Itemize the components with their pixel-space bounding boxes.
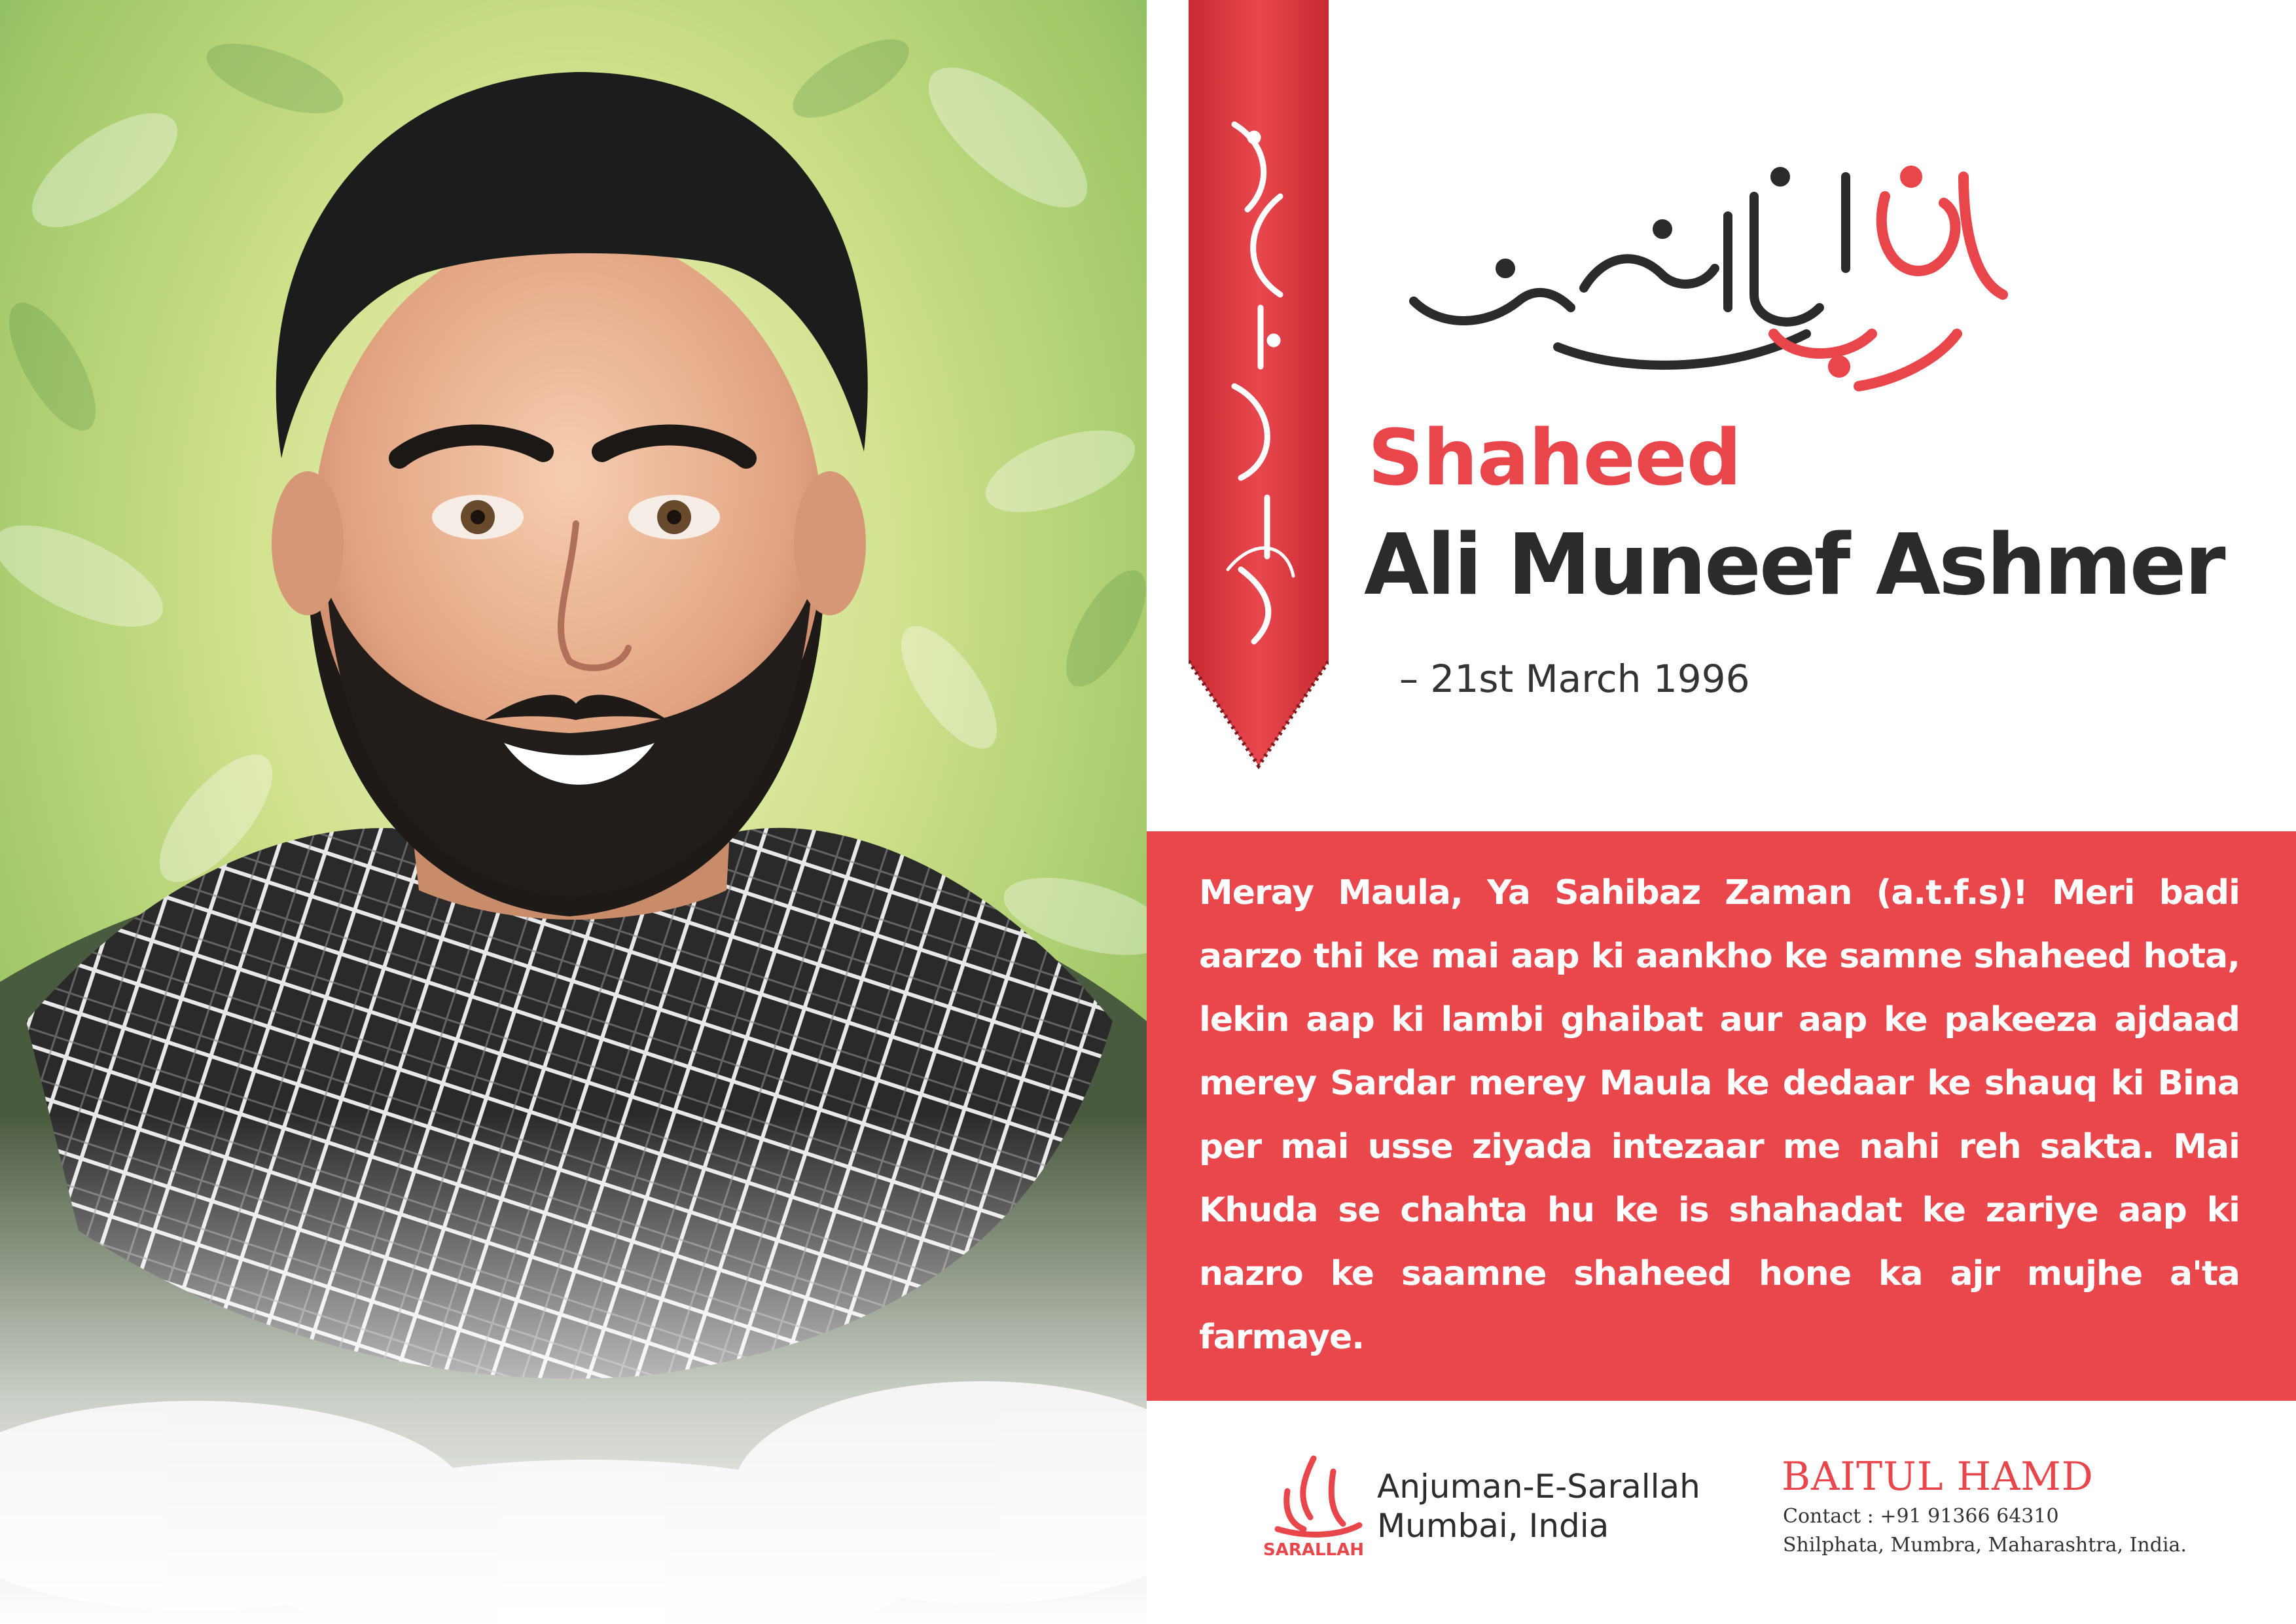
organization-name: Anjuman-E-Sarallah [1377, 1468, 1700, 1506]
martyr-name: Ali Muneef Ashmer [1364, 516, 2224, 614]
logo-wordmark: SARALLAH [1263, 1540, 1365, 1560]
quote-text: Meray Maula, Ya Sahibaz Zaman (a.t.f.s)! Meri badi aarzo thi ke mai aap ki aankho ke samne shaheed hota, lekin aap ki lambi ghaibat aur aap ke pakeeza ajdaad merey Sardar merey Maula ke dedaar ke shauq ki Bina per mai usse ziyada intezaar me nahi reh sakta. Mai Khuda se chahta hu ke is shahadat ke zariye aap ki nazro ke saamne shaheed hone ka ajr mujhe a'ta farmaye. [1199, 873, 2240, 1357]
hanging-banner-icon [1189, 0, 1329, 772]
portrait-illustration [0, 0, 1147, 1624]
baitul-hamd-contact: Contact : +91 91366 64310 [1783, 1505, 2059, 1528]
organization-city: Mumbai, India [1377, 1507, 1609, 1545]
martyr-date: – 21st March 1996 [1399, 657, 1750, 701]
quote-panel [1147, 831, 2296, 1401]
baitul-hamd-title: BAITUL HAMD [1782, 1454, 2094, 1500]
sarallah-logo-icon [1251, 1452, 1376, 1563]
title-prefix: Shaheed [1368, 412, 1742, 503]
arabic-calligraphy-icon [1388, 137, 2029, 399]
baitul-hamd-address: Shilphata, Mumbra, Maharashtra, India. [1783, 1534, 2187, 1557]
